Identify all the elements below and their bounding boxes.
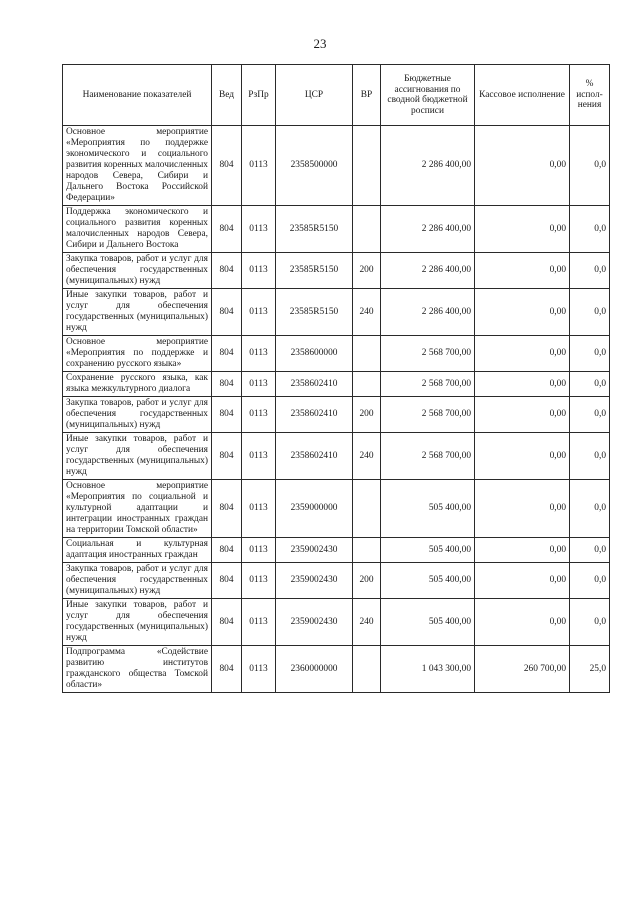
header-budget: Бюджетные ассигнования по сводной бюджетной росписи [381,65,475,126]
cell-ved: 804 [212,336,242,372]
header-rzpr: РзПр [242,65,276,126]
cell-percent: 0,0 [570,433,610,480]
cell-percent: 25,0 [570,646,610,693]
cell-ved: 804 [212,372,242,397]
cell-name: Закупка товаров, работ и услуг для обеспечения государственных (муниципальных) нужд [63,253,212,289]
cell-name: Основное мероприятие «Мероприятия по поддержке и сохранению русского языка» [63,336,212,372]
cell-ved: 804 [212,253,242,289]
cell-cash: 0,00 [475,480,570,538]
header-name: Наименование показателей [63,65,212,126]
cell-vr [353,206,381,253]
table-header-row [63,65,610,126]
cell-budget: 1 043 300,00 [381,646,475,693]
cell-csr: 2358500000 [276,126,353,206]
cell-rzpr: 0113 [242,397,276,433]
cell-budget: 505 400,00 [381,538,475,563]
cell-rzpr: 0113 [242,538,276,563]
table-row [63,433,610,480]
cell-percent: 0,0 [570,289,610,336]
cell-rzpr: 0113 [242,480,276,538]
cell-vr: 200 [353,397,381,433]
table-row [63,372,610,397]
cell-vr [353,538,381,563]
cell-budget: 2 286 400,00 [381,206,475,253]
cell-rzpr: 0113 [242,289,276,336]
cell-budget: 505 400,00 [381,563,475,599]
cell-percent: 0,0 [570,253,610,289]
cell-rzpr: 0113 [242,336,276,372]
cell-percent: 0,0 [570,336,610,372]
cell-vr [353,480,381,538]
cell-cash: 260 700,00 [475,646,570,693]
cell-cash: 0,00 [475,253,570,289]
cell-name: Закупка товаров, работ и услуг для обеспечения государственных (муниципальных) нужд [63,563,212,599]
cell-rzpr: 0113 [242,646,276,693]
cell-ved: 804 [212,563,242,599]
cell-name: Основное мероприятие «Мероприятия по социальной и культурной адаптации и интеграции иностранных граждан на территории Томской области» [63,480,212,538]
cell-rzpr: 0113 [242,126,276,206]
cell-ved: 804 [212,397,242,433]
cell-name: Поддержка экономического и социального развития коренных малочисленных народов Севера, Сибири и Дальнего Востока [63,206,212,253]
cell-percent: 0,0 [570,126,610,206]
cell-ved: 804 [212,480,242,538]
cell-name: Иные закупки товаров, работ и услуг для обеспечения государственных (муниципальных) нужд [63,599,212,646]
cell-csr: 2359002430 [276,599,353,646]
table-row [63,289,610,336]
cell-budget: 2 568 700,00 [381,336,475,372]
cell-vr: 240 [353,433,381,480]
cell-vr: 200 [353,563,381,599]
cell-percent: 0,0 [570,599,610,646]
cell-cash: 0,00 [475,372,570,397]
cell-percent: 0,0 [570,538,610,563]
cell-csr: 23585R5150 [276,253,353,289]
cell-cash: 0,00 [475,599,570,646]
table-row [63,397,610,433]
cell-cash: 0,00 [475,433,570,480]
budget-execution-table [62,64,610,693]
cell-budget: 2 286 400,00 [381,289,475,336]
cell-csr: 2358602410 [276,433,353,480]
header-percent: % испол-нения [570,65,610,126]
table-body [63,126,610,693]
table-row [63,126,610,206]
cell-budget: 2 286 400,00 [381,253,475,289]
cell-ved: 804 [212,206,242,253]
page-number: 23 [313,36,327,51]
table-row [63,563,610,599]
cell-percent: 0,0 [570,397,610,433]
cell-cash: 0,00 [475,397,570,433]
cell-csr: 2358602410 [276,372,353,397]
cell-vr [353,126,381,206]
table-row [63,538,610,563]
cell-csr: 2358602410 [276,397,353,433]
table-row [63,599,610,646]
cell-name: Иные закупки товаров, работ и услуг для обеспечения государственных (муниципальных) нужд [63,289,212,336]
cell-ved: 804 [212,538,242,563]
cell-vr [353,646,381,693]
cell-csr: 2360000000 [276,646,353,693]
header-ved: Вед [212,65,242,126]
cell-rzpr: 0113 [242,372,276,397]
cell-cash: 0,00 [475,538,570,563]
cell-name: Иные закупки товаров, работ и услуг для обеспечения государственных (муниципальных) нужд [63,433,212,480]
cell-name: Социальная и культурная адаптация иностранных граждан [63,538,212,563]
cell-cash: 0,00 [475,563,570,599]
cell-csr: 2359002430 [276,538,353,563]
cell-ved: 804 [212,289,242,336]
cell-percent: 0,0 [570,563,610,599]
cell-name: Сохранение русского языка, как языка межкультурного диалога [63,372,212,397]
cell-percent: 0,0 [570,206,610,253]
table-row [63,336,610,372]
header-csr: ЦСР [276,65,353,126]
cell-name: Закупка товаров, работ и услуг для обеспечения государственных (муниципальных) нужд [63,397,212,433]
cell-rzpr: 0113 [242,433,276,480]
header-vr: ВР [353,65,381,126]
cell-csr: 2359000000 [276,480,353,538]
table-row [63,206,610,253]
cell-vr [353,372,381,397]
cell-rzpr: 0113 [242,563,276,599]
cell-percent: 0,0 [570,372,610,397]
cell-csr: 2358600000 [276,336,353,372]
cell-budget: 2 568 700,00 [381,372,475,397]
cell-cash: 0,00 [475,206,570,253]
cell-csr: 2359002430 [276,563,353,599]
cell-budget: 2 568 700,00 [381,433,475,480]
cell-ved: 804 [212,126,242,206]
table-row [63,253,610,289]
cell-ved: 804 [212,599,242,646]
cell-budget: 505 400,00 [381,599,475,646]
cell-name: Подпрограмма «Содействие развитию институтов гражданского общества Томской области» [63,646,212,693]
cell-vr: 200 [353,253,381,289]
cell-budget: 2 286 400,00 [381,126,475,206]
cell-name: Основное мероприятие «Мероприятия по поддержке экономического и социального развития коренных малочисленных народов Севера, Сибири и Дальнего Востока Российской Федерации» [63,126,212,206]
cell-rzpr: 0113 [242,253,276,289]
cell-ved: 804 [212,646,242,693]
cell-budget: 2 568 700,00 [381,397,475,433]
cell-cash: 0,00 [475,126,570,206]
cell-percent: 0,0 [570,480,610,538]
cell-budget: 505 400,00 [381,480,475,538]
cell-csr: 23585R5150 [276,206,353,253]
table-row [63,646,610,693]
cell-vr [353,336,381,372]
header-cash: Кассовое исполнение [475,65,570,126]
cell-vr: 240 [353,289,381,336]
table-row [63,480,610,538]
cell-vr: 240 [353,599,381,646]
cell-csr: 23585R5150 [276,289,353,336]
cell-ved: 804 [212,433,242,480]
cell-rzpr: 0113 [242,599,276,646]
cell-cash: 0,00 [475,336,570,372]
cell-rzpr: 0113 [242,206,276,253]
cell-cash: 0,00 [475,289,570,336]
